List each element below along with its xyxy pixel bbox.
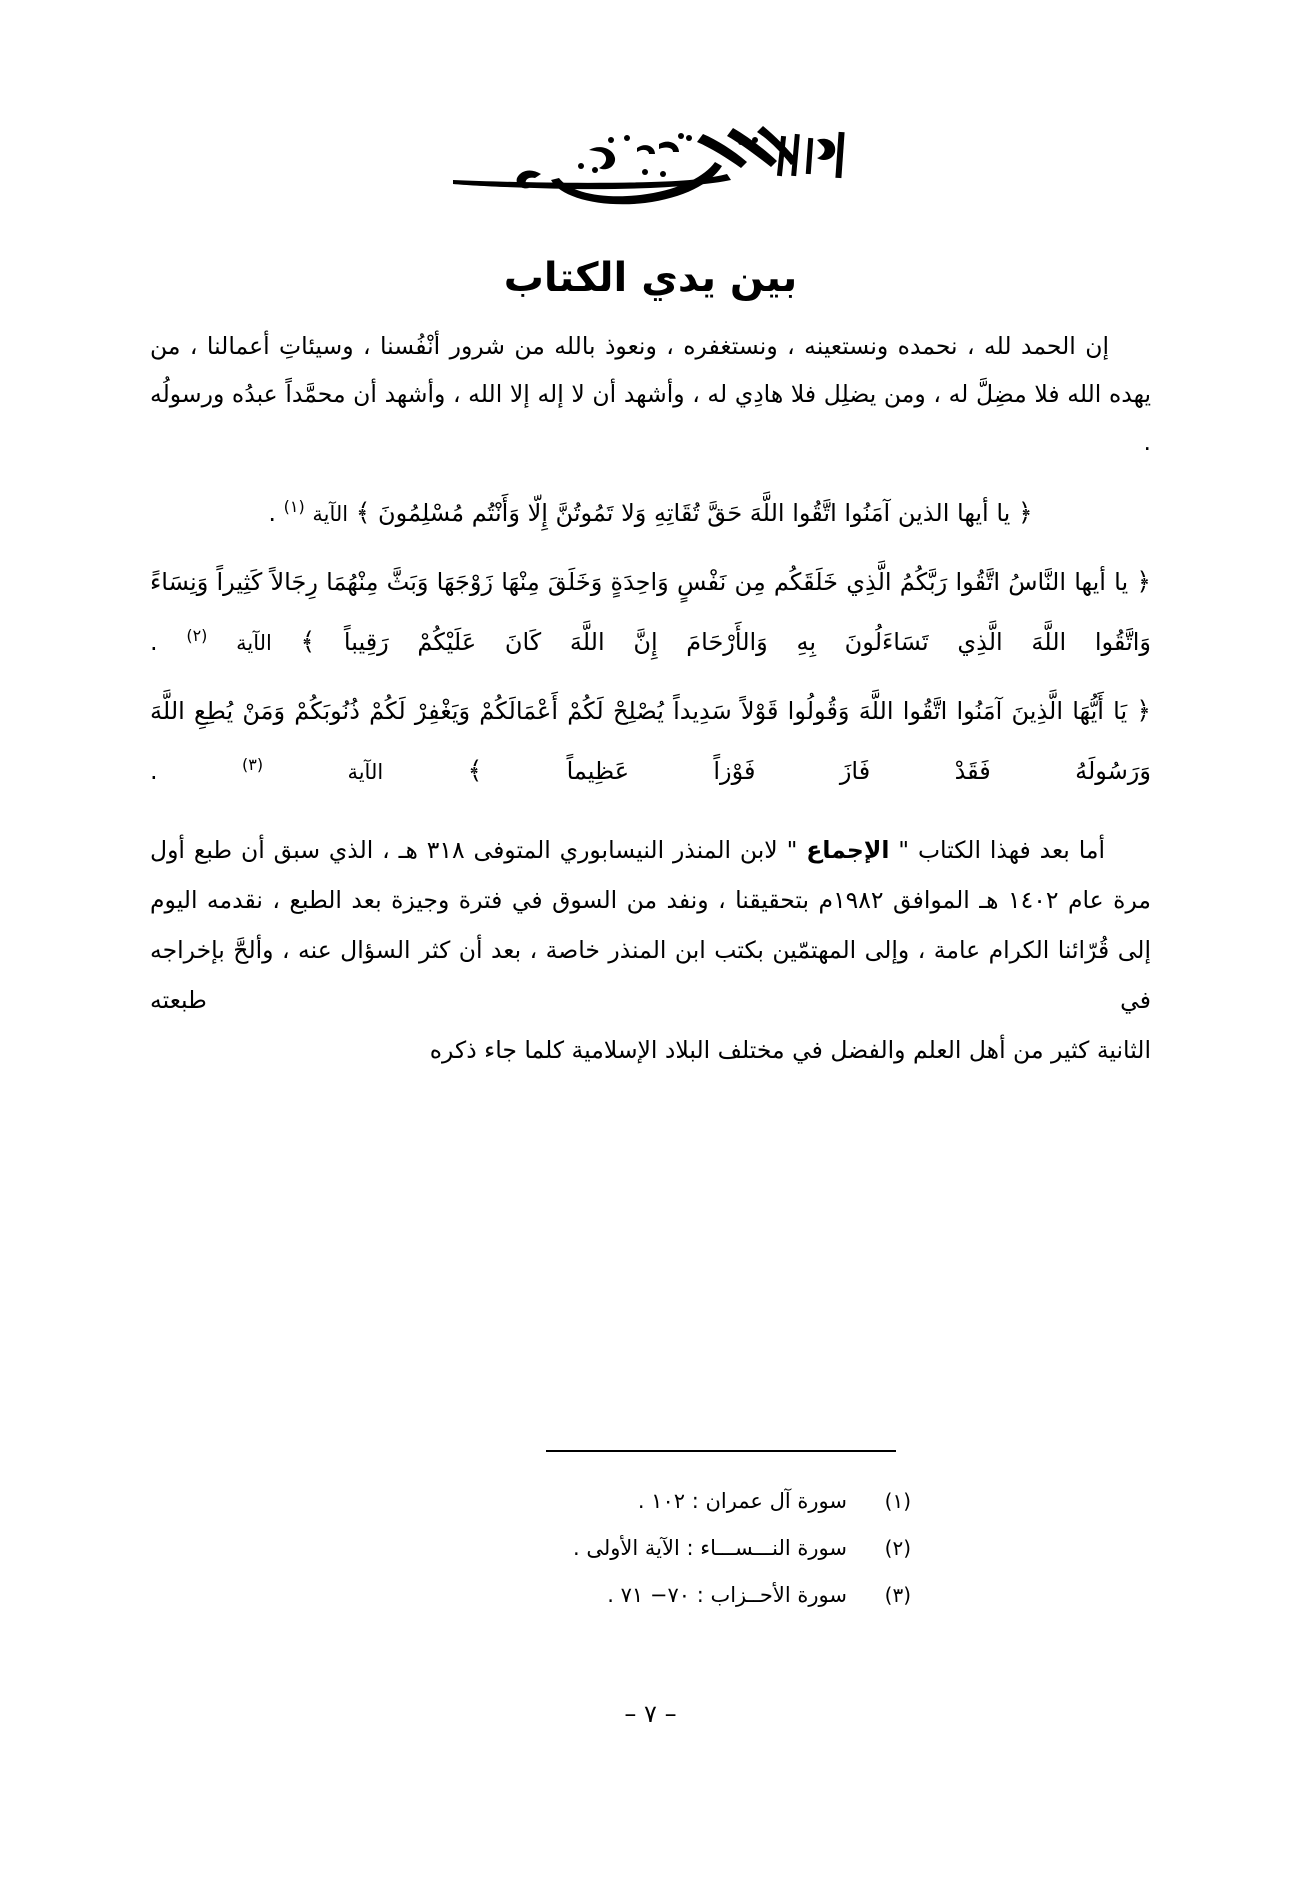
verse-text: يا أيها الذين آمَنُوا اتَّقُوا اللَّهَ حَقَّ تُقَاتِهِ وَلا تَمُوتُنَّ إِلّا وَأَنْتُم مُسْلِمُونَ [378,499,1011,527]
footnote-item [351,1478,911,1525]
closing-section [150,825,1151,1075]
quran-verse-3 [150,684,1151,799]
footnote-marker-2[interactable]: (٢) [186,626,208,645]
footnote-item [351,1525,911,1572]
verse-close-bracket: ﴾ [355,498,371,527]
verse-reference-label: الآية [312,502,349,526]
basmala-region [0,118,1301,212]
footnote-separator [546,1450,896,1452]
verse-close-bracket: ﴾ [467,756,483,785]
body-content [150,322,1151,1075]
footnote-text: سورة الأحــزاب : ٧٠− ٧١ . [607,1583,847,1607]
verse-open-bracket: ﴿ [1017,498,1033,527]
footnote-item [351,1572,911,1619]
footnote-number: (٣) [884,1583,911,1607]
verse-reference-label: الآية [347,760,384,784]
verse-terminator: . [268,499,276,527]
footnote-marker-1[interactable]: (١) [283,497,305,516]
verse-close-bracket: ﴾ [300,627,316,656]
intro-paragraph: إن الحمد لله ، نحمده ونستعينه ، ونستغفره ، ونعوذ بالله من شرور أنْفُسنا ، وسيئاتِ أعمالنا ، من يهده الله فلا مضِلَّ له ، ومن يضلِل فلا هادِي له ، وأشهد أن لا إله إلا الله ، وأشهد أن محمَّداً عبدُه ورسولُه . [150,332,1151,456]
verse-text: يَا أَيُّهَا الَّذِينَ آمَنُوا اتَّقُوا اللَّهَ وَقُولُوا قَوْلاً سَدِيداً يُصْلِحْ لَكُمْ أَعْمَالَكُمْ وَيَغْفِرْ لَكُمْ ذُنُوبَكُمْ وَمَنْ يُطِعِ اللَّهَ وَرَسُولَهُ فَقَدْ فَازَ فَوْزاً عَظِيماً [150,697,1151,785]
footnote-number: (٢) [884,1536,911,1560]
page-number: – ٧ – [624,1700,677,1728]
footnote-marker-3[interactable]: (٣) [242,755,264,774]
verse-open-bracket: ﴿ [1136,567,1151,596]
quran-verse-1 [150,480,1151,541]
book-title-emphasis: الإجماع [806,836,890,864]
footnote-number: (١) [884,1489,911,1513]
footnote-text: سورة النـــســـاء : الآية الأولى . [573,1536,847,1560]
closing-paragraph [150,825,1151,1025]
closing-paragraph-final-line: الثانية كثير من أهل العلم والفضل في مختلف البلاد الإسلامية كلما جاء ذكره [429,1036,1151,1064]
page-title: بين يدي الكتاب [503,254,798,301]
verse-reference-label: الآية [236,631,272,655]
closing-text-after-title: " لابن المنذر النيسابوري المتوفى ٣١٨ هـ ، الذي سبق أن طبع أول مرة عام ١٤٠٢ هـ الموافق ١٩٨٢م بتحقيقنا ، ونفد من السوق في فترة وجيزة بعد الطبع ، نقدمه اليوم إلى قُرّائنا الكرام عامة ، وإلى المهتمّين بكتب ابن المنذر خاصة ، بعد أن كثر السؤال عنه ، وألحَّ بإخراجه في طبعته [150,836,1152,1014]
footnote-list [351,1478,911,1619]
verse-text: يا أيها النَّاسُ اتَّقُوا رَبَّكُمُ الَّذِي خَلَقَكُم مِن نَفْسٍ وَاحِدَةٍ وَخَلَقَ مِنْهَا زَوْجَهَا وَبَثَّ مِنْهُمَا رِجَالاً كَثِيراً وَنِسَاءً وَاتَّقُوا اللَّهَ الَّذِي تَسَاءَلُونَ بِهِ وَالأَرْحَامَ إِنَّ اللَّهَ كَانَ عَلَيْكُمْ رَقِيباً [150,568,1152,656]
verse-terminator: . [150,628,158,656]
verse-terminator: . [150,757,158,785]
closing-text-before-title: أما بعد فهذا الكتاب " [898,836,1105,864]
basmala-calligraphy-icon [441,118,861,212]
verse-open-bracket: ﴿ [1136,696,1151,725]
footnote-text: سورة آل عمران : ١٠٢ . [637,1489,847,1513]
quran-verse-2 [150,555,1151,670]
